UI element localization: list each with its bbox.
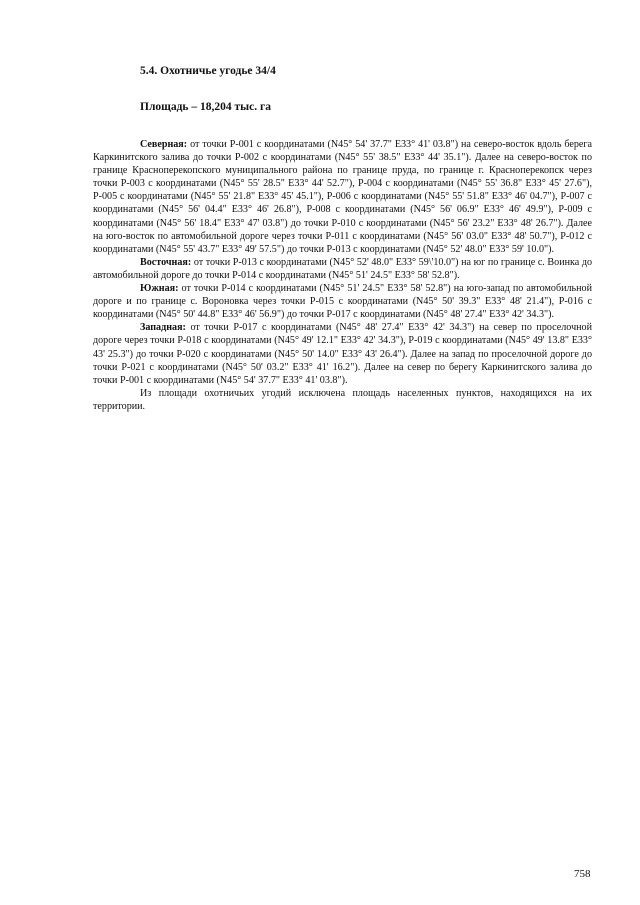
paragraph-text-south: от точки Р-014 с координатами (N45° 51' 24.5" E33° 58' 52.8") на юго-запад по автомобильной дороге и по границе с. Вороновка через точки Р-015 с координатами (N45° 50' 39.3" E33° 48' 21.4"), Р-016 с координатами (N45° 50' 44.8" E33° 46' 56.9") до точки Р-017 с координатами (N45° 48' 27.4" E33° 42' 34.3").: [93, 283, 592, 321]
paragraph-exclusion-note: [93, 387, 592, 413]
paragraph-text-north: от точки Р-001 с координатами (N45° 54' 37.7" E33° 41' 03.8") на северо-восток вдоль берега Каркинитского залива до точки Р-002 с координатами (N45° 55' 38.5" E33° 44' 35.1"). Далее на северо-восток по границе Красноперекопского муниципального района по границе пруда, по границе г. Красноперекопск через точки Р-003 с координатами (N45° 55' 28.5" E33° 44' 52.7"), Р-004 с координатами (N45° 55' 36.8" E33° 45' 27.6"), Р-005 с координатами (N45° 55' 21.8" E33° 45' 45.1"), Р-006 с координатами (N45° 55' 51.8" E33° 46' 04.7"), Р-007 с координатами (N45° 56' 04.4" E33° 46' 26.8"), Р-008 с координатами (N45° 56' 06.9" E33° 46' 49.9"), Р-009 с координатами (N45° 56' 18.4" E33° 47' 03.8") до точки Р-010 с координатами (N45° 56' 23.2" E33° 48' 26.7"). Далее на юго-восток по автомобильной дороге через точки Р-011 с координатами (N45° 56' 03.0" E33° 48' 50.7"), Р-012 с координатами (N45° 55' 43.7" E33° 49' 57.5") до точки Р-013 с координатами (N45° 52' 48.0" E33° 59' 10.0").: [93, 139, 592, 255]
paragraph-north-boundary: [93, 138, 592, 256]
paragraph-label-west: Западная:: [140, 322, 186, 334]
paragraph-text-west: от точки Р-017 с координатами (N45° 48' 27.4" E33° 42' 34.3") на север по проселочной дороге через точки Р-018 с координатами (N45° 49' 12.1" E33° 42' 34.3"), Р-019 с координатами (N45° 49' 13.8" E33° 43' 25.3") до точки Р-020 с координатами (N45° 50' 14.0" E33° 43' 26.4"). Далее на запад по проселочной дороге до точки Р-021 с координатами (N45° 50' 03.2" E33° 41' 16.2"). Далее на север по берегу Каркинитского залива до точки Р-001 с координатами (N45° 54' 37.7" E33° 41' 03.8").: [93, 322, 592, 386]
section-heading: 5.4. Охотничье угодье 34/4: [140, 65, 276, 77]
paragraph-label-east: Восточная:: [140, 256, 192, 268]
document-page: [93, 64, 592, 413]
paragraph-west-boundary: [93, 321, 592, 386]
paragraph-text-east: от точки Р-013 с координатами (N45° 52' 48.0" E33° 59\'10.0") на юг по границе с. Воинка до автомобильной дороге до точки Р-014 с координатами (N45° 51' 24.5" E33° 58' 52.8").: [93, 256, 592, 281]
paragraph-label-south: Южная:: [140, 283, 179, 295]
paragraph-text-exclusion: Из площади охотничьих угодий исключена площадь населенных пунктов, находящихся на их территории.: [93, 387, 592, 412]
paragraph-east-boundary: [93, 256, 592, 282]
page-number: 758: [574, 868, 591, 880]
paragraph-label-north: Северная:: [140, 139, 188, 150]
paragraph-south-boundary: [93, 282, 592, 321]
area-heading: Площадь – 18,204 тыс. га: [140, 101, 271, 113]
document-body: [93, 138, 592, 413]
